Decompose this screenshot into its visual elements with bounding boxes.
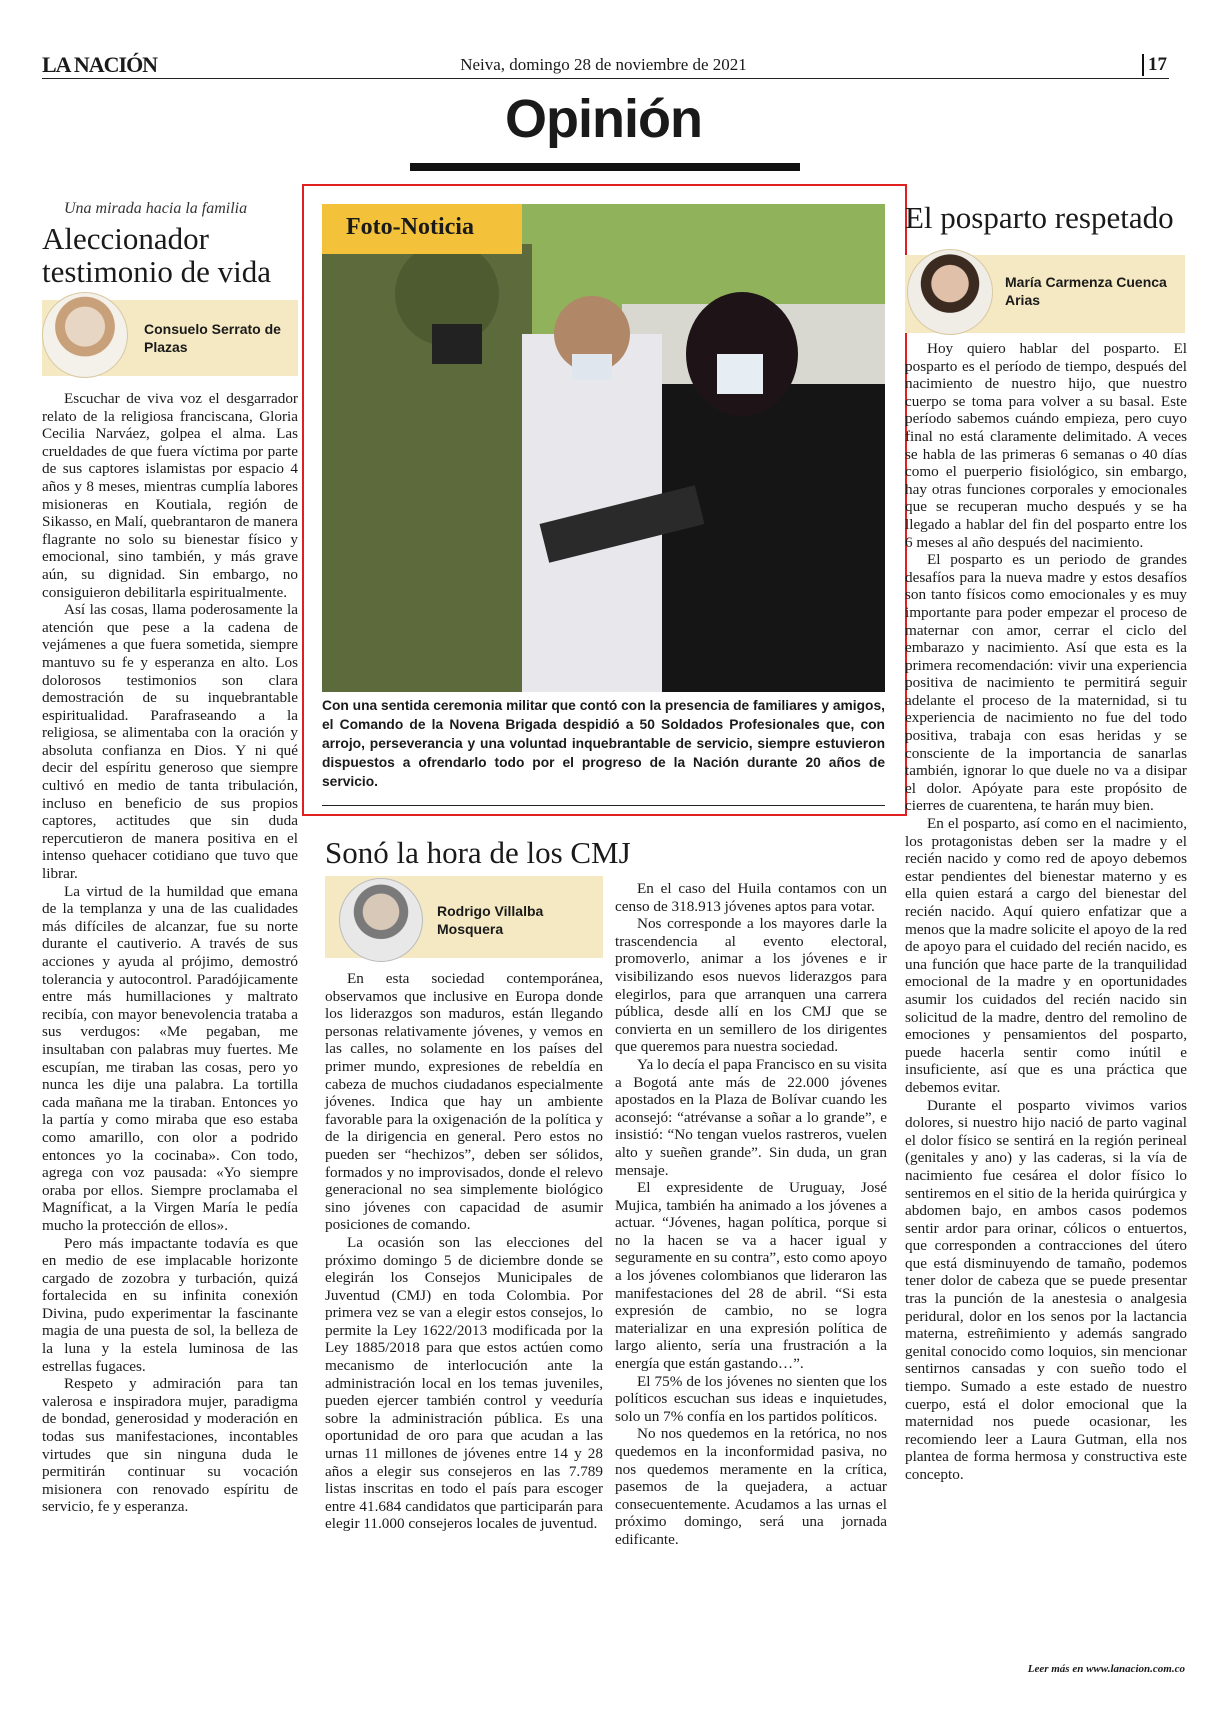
paragraph: El posparto es un periodo de grandes desafíos para la nueva madre y estos desafíos son tanto físicos como emocionales y es muy importante para poder empezar el proceso de maternar con amor, cerrar el ciclo del embarazo y nacimiento. Así que esta es la primera recomendación: vivir una experiencia positiva de nacimiento te permitirá seguir adelante el proceso de la maternidad, si tu experiencia de nacimiento no fue del todo positiva, trabaja con esas heridas y se consciente de la importancia de sanarlas también, ignorar lo que duele no va a disipar el dolor. Apóyate para este propósito de cierres de cuarentena, te harán muy bien. <box>905 551 1187 815</box>
read-more-link[interactable]: Leer más en www.lanacion.com.co <box>1027 1663 1185 1675</box>
paragraph: Pero más impactante todavía es que en medio de ese implacable horizonte cargado de zozobra y turbación, quizá fortalecida en su infinita conexión Divina, pudo experimentar la fascinante magia de una puesta de sol, la belleza de la luna y la estela luminosa de las estrellas fugaces. <box>42 1234 298 1375</box>
paragraph: Nos corresponde a los mayores darle la trascendencia al evento electoral, promoverlo, animar a los jóvenes e ir visibilizando esos nuevos liderazgos para elegirlos, para que arranquen una carrera pública, desde allí en los CMJ que se convierta en un semillero de los dirigentes que queremos para nuestra sociedad. <box>615 915 887 1056</box>
author-name: María Carmenza Cuenca Arias <box>1005 274 1167 308</box>
section-title: Opinión <box>505 89 702 149</box>
title-underline <box>410 163 800 171</box>
masthead-rule <box>42 78 1169 79</box>
paragraph: Así las cosas, llama poderosamente la atención que pese a la cadena de vejámenes a que fuera sometida, siempre mantuvo su fe y esperanza en alto. Los dolorosos testimonios son clara demostración de su inquebrantable espiritualidad. Parafraseando a la religiosa, se alimentaba con la oración y absoluta confianza en Dios. Y ni qué decir del espíritu generoso que siempre cultivó en medio de tanta tribulación, incluso en beneficio de sus propios captores, actitudes que sin duda repercutieron de manera positiva en el intenso quehacer cotidiano que tuvo que librar. <box>42 601 298 883</box>
article-kicker: Una mirada hacia la familia <box>64 200 248 217</box>
author-name: Consuelo Serrato de Plazas <box>144 321 281 355</box>
issue-date: Neiva, domingo 28 de noviembre de 2021 <box>460 55 747 74</box>
article-body-col2 <box>615 880 887 1549</box>
author-box <box>905 255 1185 333</box>
author-photo <box>907 249 993 335</box>
left-article <box>42 200 298 1516</box>
paragraph: En esta sociedad contemporánea, observamos que inclusive en Europa donde los liderazgos son maduros, están llegando personas relativamente jóvenes, y vemos en las calles, no solamente en los países del primer mundo, expresiones de rebeldía en cabeza de muchos ciudadanos especialmente jóvenes. Indica que hay un ambiente favorable para la oxigenación de la política y de la dirigencia en general. Pero estos no pueden ser “hechizos”, deben ser sólidos, formados y no improvisados, donde el relevo generacional no sea simplemente biológico sino jóvenes con capacidad de asumir posiciones de comando. <box>325 970 603 1234</box>
paragraph: El expresidente de Uruguay, José Mujica, también ha animado a los jóvenes a actuar. “Jóvenes, hagan política, porque si no la hacen se va a hacer igual y seguramente en su contra”, esto como apoyo a los jóvenes colombianos que lideraron las manifestaciones del 28 de abril. “Si esta expresión de cambio, no se logra materializar en una expresión política de largo aliento, sería una frustración a la energía que están gastando…”. <box>615 1179 887 1373</box>
article-headline: Aleccionador testimonio de vida <box>42 221 272 289</box>
paragraph: Hoy quiero hablar del posparto. El posparto es el período de tiempo, después del nacimiento de nuestro hijo, que nuestro cuerpo se toma para volver a su basal. Este período sabemos cuándo empieza, pero cuyo final no está claramente delimitado. A veces se habla de las primeras 6 semanas o 40 días como el puerperio fisiológico, sin embargo, hay otras funciones corporales y emocionales que se recuperan mucho después y se ha llegado a hablar del fin del posparto entre los 6 meses al año después del nacimiento. <box>905 340 1187 551</box>
author-box <box>325 876 603 958</box>
newspaper-logo: LA NACIÓN <box>42 52 158 77</box>
author-name: Rodrigo Villalba Mosquera <box>437 903 544 937</box>
page-number: 17 <box>1142 54 1167 76</box>
photo-caption: Con una sentida ceremonia militar que contó con la presencia de familiares y amigos, el Comando de la Novena Brigada despidió a 50 Soldados Profesionales que, con arrojo, perseverancia y una voluntad inquebrantable de servicio, siempre estuvieron dispuestos a ofrendarlo todo por el progreso de la Nación durante 20 años de servicio. <box>322 698 885 789</box>
paragraph: Respeto y admiración para tan valerosa e inspiradora mujer, paradigma de bondad, generosidad y moderación en todas sus manifestaciones, incontables virtudes que sin ninguna duda le permitirán continuar su vocación misionera con renovado espíritu de servicio, fe y esperanza. <box>42 1375 298 1516</box>
paragraph: La ocasión son las elecciones del próximo domingo 5 de diciembre donde se elegirán los Consejos Municipales de Juventud (CMJ) en toda Colombia. Por primera vez se van a elegir estos consejos, lo permite la Ley 1622/2013 modificada por la Ley 1885/2018 para que estos actúen como mecanismo de interlocución ante la administración local en los temas juveniles, pueden ejercer también control y veeduría sobre la administración pública. Es una oportunidad de oro para que acudan a las urnas 11 millones de jóvenes entre 14 y 28 años a elegir sus consejeros en las 7.789 listas inscritas en todo el país para escoger entre 41.684 candidatos que participarán para elegir 11.000 consejeros locales de juventud. <box>325 1233 603 1533</box>
author-box <box>42 300 298 376</box>
article-body-col1 <box>325 970 603 1533</box>
photo-news-label <box>322 204 522 254</box>
article-headline: El posparto respetado <box>905 200 1174 235</box>
paragraph: El 75% de los jóvenes no sienten que los políticos escuchan sus ideas e inquietudes, solo un 7% confía en los partidos políticos. <box>615 1372 887 1425</box>
article-body <box>42 390 298 1516</box>
author-photo <box>339 878 423 962</box>
article-body <box>905 340 1187 1484</box>
paragraph: No nos quedemos en la retórica, no nos quedemos en la inconformidad pasiva, no nos quedemos meramente en la crítica, pasemos de la quejadera, a actuar consecuentemente. Acudamos a las urnas el próximo domingo, será una jornada edificante. <box>615 1425 887 1548</box>
paragraph: En el posparto, así como en el nacimiento, los protagonistas deben ser la madre y el recién nacido y como red de apoyo debemos estar pendientes del bienestar materno y es ella quien estará a cargo del bienestar del recién nacido. Aquí quiero enfatizar que a menos que la madre solicite el apoyo de la red de apoyo para el cuidado del recién nacido, es una función que hace parte de la tranquilidad emocional de la madre y en oportunidades asumir los cuidados del recién nacido sin solicitud de la madre, dentro del remolino de emociones y pensamientos del posparto, puede hacerla sentir como inútil e insuficiente, así que es una práctica que debemos evitar. <box>905 815 1187 1096</box>
paragraph: Escuchar de viva voz el desgarrador relato de la religiosa franciscana, Gloria Cecilia Narváez, golpea el alma. Las crueldades de que fuera víctima por parte de sus captores islamistas por espacio 4 años y 8 meses, mientras cumplía labores misioneras en Koutiala, región de Sikasso, en Malí, quebrantaron de manera flagrante no solo su bienestar físico y emocional, sino también, y más grave aún, su dignidad. Sin embargo, no consiguieron debilitarla espiritualmente. <box>42 390 298 601</box>
paragraph: En el caso del Huila contamos con un censo de 318.913 jóvenes aptos para votar. <box>615 880 887 915</box>
paragraph: La virtud de la humildad que emana de la templanza y una de las cualidades más difíciles de alcanzar, fue su norte durante el cautiverio. A través de sus acciones y ayuda al prójimo, demostró tolerancia y autocontrol. Paradójicamente entre más humillaciones y maltrato recibía, con mayor benevolencia trataba a sus verdugos: «Me pegaban, me insultaban con palabras muy fuertes. Me escupían, me tiraban las cosas, pero yo nunca les dije una palabra. La tortilla cada mañana me la tiraban. Entonces yo la partía y como miraba que eso estaba como amarillo, con olor a podrido entonces yo la cocinaba». Con todo, agrega con voz pausada: «Yo siempre oraba por ellos. Siempre proclamaba el Magníficat, a la Virgen María le pedía mucho la protección de ellos». <box>42 882 298 1234</box>
ceremony-illustration <box>322 204 885 692</box>
paragraph: Ya lo decía el papa Francisco en su visita a Bogotá ante más de 22.000 jóvenes apostados en la Plaza de Bolívar cuando les aconsejó: “atrévanse a soñar a lo grande”, e insistió: “No tengan vuelos rastreros, vuelen alto y sueñen grande”. Sin duda, un gran mensaje. <box>615 1055 887 1179</box>
author-photo <box>42 292 128 378</box>
caption-rule <box>322 805 885 806</box>
paragraph: Durante el posparto vivimos varios dolores, si nuestro hijo nació de parto vaginal el dolor físico se sentirá en la región perineal (genitales y ano) y las caderas, si la vía de nacimiento fue cesárea el dolor físico lo sentiremos en el sitio de la herida quirúrgica y abdomen bajo, en ambos casos podemos sentir ardor para orinar, cólicos o entuertos, que corresponden a contracciones del útero que está disminuyendo de tamaño, podemos tener dolor de cabeza que se puede presentar tras la punción de la anestesia o analgesia peridural, dolor en los senos por la lactancia materna, estreñimiento y además sangrado genital conocido como loquios, sin mencionar sentirnos cansadas y con sueño todo el tiempo. Sumado a este estado de nuestro cuerpo, está el dolor emocional que la maternidad nos puede ocasionar, les recomiendo leer a Laura Gutman, ella nos plantea de forma hermosa y constructiva este concepto. <box>905 1096 1187 1483</box>
photo-news-label-text: Foto-Noticia <box>346 214 474 240</box>
news-photo <box>322 204 885 692</box>
article-headline: Sonó la hora de los CMJ <box>325 835 631 870</box>
